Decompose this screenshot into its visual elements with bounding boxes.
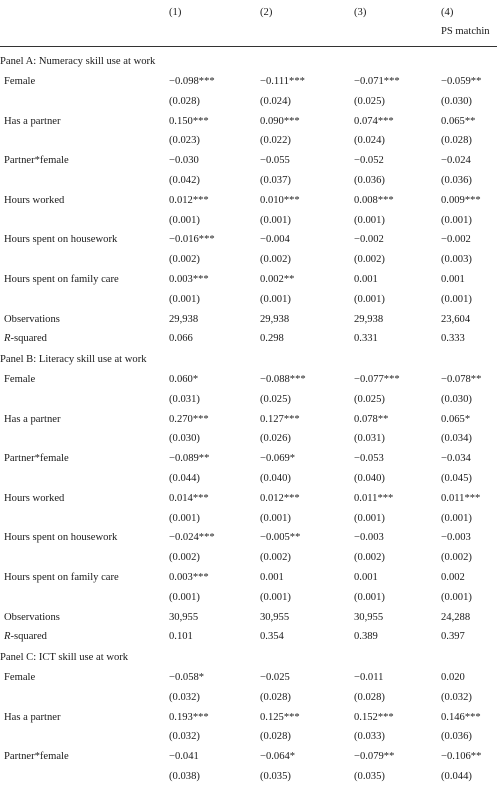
row-label: Observations <box>4 611 60 623</box>
column-header-3: (3) <box>354 7 367 18</box>
standard-error-cell: (0.034) <box>441 433 472 445</box>
standard-error-cell: (0.032) <box>441 691 472 703</box>
r-squared-row <box>0 631 497 645</box>
coefficient-cell: 0.011*** <box>441 492 481 504</box>
standard-error-cell: (0.001) <box>260 214 291 226</box>
row-label: Hours spent on housework <box>4 532 118 544</box>
standard-error-cell: (0.002) <box>260 254 291 266</box>
r-squared-cell: 0.389 <box>354 630 378 642</box>
table-row <box>0 234 497 248</box>
standard-error-cell: (0.030) <box>441 95 472 107</box>
coefficient-cell: 0.074*** <box>354 115 394 127</box>
coefficient-cell: −0.024 <box>441 155 471 167</box>
coefficient-cell: 0.127*** <box>260 413 300 425</box>
panel-title-text: Panel C: ICT skill use at work <box>0 652 129 663</box>
row-label: Partner*female <box>4 751 69 763</box>
coefficient-cell: −0.004 <box>260 234 290 246</box>
coefficient-cell: −0.002 <box>441 234 471 246</box>
coefficient-cell: −0.025 <box>260 672 290 683</box>
r-squared-row <box>0 333 497 347</box>
table-row <box>0 751 497 765</box>
standard-error-cell: (0.030) <box>441 393 472 405</box>
coefficient-cell: 0.193*** <box>169 711 209 723</box>
standard-error-cell: (0.044) <box>169 473 200 484</box>
header-rule <box>0 46 497 47</box>
standard-error-cell: (0.002) <box>441 552 472 564</box>
table-row-se <box>0 731 497 745</box>
standard-error-cell: (0.040) <box>354 473 385 484</box>
standard-error-cell: (0.003) <box>441 254 472 266</box>
row-label: Has a partner <box>4 711 61 723</box>
coefficient-cell: −0.055 <box>260 155 290 167</box>
standard-error-cell: (0.001) <box>169 591 200 603</box>
table-row-se <box>0 294 497 308</box>
coefficient-cell: −0.069* <box>260 453 296 465</box>
coefficient-cell: 0.003*** <box>169 572 209 583</box>
standard-error-cell: (0.001) <box>441 591 472 603</box>
standard-error-cell: (0.037) <box>260 175 291 186</box>
r-squared-cell: 0.298 <box>260 332 284 344</box>
coefficient-cell: 0.002 <box>441 572 465 583</box>
table-row-se <box>0 135 497 149</box>
observations-cell: 30,955 <box>260 611 290 623</box>
standard-error-cell: (0.028) <box>441 135 472 147</box>
coefficient-cell: −0.041 <box>169 751 199 763</box>
observations-cell: 24,288 <box>441 611 471 623</box>
table-row-se <box>0 175 497 189</box>
observations-row <box>0 314 497 328</box>
table-row <box>0 532 497 546</box>
table-row <box>0 116 497 130</box>
coefficient-cell: −0.003 <box>354 532 384 544</box>
panel-title <box>0 56 497 70</box>
table-row-se <box>0 473 497 487</box>
r-squared-suffix: -squared <box>10 332 47 344</box>
coefficient-cell: 0.020 <box>441 672 465 683</box>
standard-error-cell: (0.036) <box>354 175 385 186</box>
table-row-se <box>0 771 497 785</box>
coefficient-cell: −0.005** <box>260 532 301 544</box>
standard-error-cell: (0.038) <box>169 771 200 782</box>
standard-error-cell: (0.036) <box>441 175 472 186</box>
row-label: Observations <box>4 313 60 325</box>
standard-error-cell: (0.030) <box>169 433 200 445</box>
standard-error-cell: (0.001) <box>169 512 200 524</box>
standard-error-cell: (0.028) <box>354 691 385 703</box>
table-row <box>0 195 497 209</box>
r-squared-cell: 0.333 <box>441 332 465 344</box>
standard-error-cell: (0.001) <box>169 293 200 305</box>
coefficient-cell: 0.125*** <box>260 711 300 723</box>
standard-error-cell: (0.033) <box>354 731 385 743</box>
standard-error-cell: (0.001) <box>354 591 385 603</box>
standard-error-cell: (0.022) <box>260 135 291 147</box>
coefficient-cell: 0.001 <box>441 274 465 285</box>
coefficient-cell: 0.003*** <box>169 274 209 285</box>
row-label: Has a partner <box>4 413 61 425</box>
row-label <box>4 631 47 642</box>
standard-error-cell: (0.032) <box>169 731 200 743</box>
coefficient-cell: 0.002** <box>260 274 295 285</box>
standard-error-cell: (0.026) <box>260 433 291 445</box>
table-row <box>0 76 497 90</box>
standard-error-cell: (0.035) <box>354 771 385 782</box>
coefficient-cell: −0.111*** <box>260 76 305 87</box>
coefficient-cell: −0.011 <box>354 672 384 683</box>
coefficient-cell: −0.002 <box>354 234 384 246</box>
panel-title-text: Panel B: Literacy skill use at work <box>0 354 147 365</box>
coefficient-cell: 0.012*** <box>169 194 209 206</box>
panel-title-text: Panel A: Numeracy skill use at work <box>0 56 156 67</box>
standard-error-cell: (0.001) <box>260 293 291 305</box>
panel-title <box>0 354 497 368</box>
standard-error-cell: (0.002) <box>260 552 291 564</box>
table-row <box>0 572 497 586</box>
row-label: Female <box>4 76 36 87</box>
coefficient-cell: −0.058* <box>169 672 205 683</box>
table-row <box>0 453 497 467</box>
standard-error-cell: (0.035) <box>260 771 291 782</box>
standard-error-cell: (0.031) <box>169 393 200 405</box>
standard-error-cell: (0.044) <box>441 771 472 782</box>
r-squared-cell: 0.354 <box>260 630 284 642</box>
coefficient-cell: −0.098*** <box>169 76 215 87</box>
standard-error-cell: (0.001) <box>441 214 472 226</box>
standard-error-cell: (0.002) <box>354 254 385 266</box>
standard-error-cell: (0.001) <box>354 512 385 524</box>
observations-row <box>0 612 497 626</box>
r-squared-cell: 0.331 <box>354 332 378 344</box>
coefficient-cell: 0.078** <box>354 413 389 425</box>
row-label: Hours spent on family care <box>4 274 119 285</box>
coefficient-cell: −0.078** <box>441 374 482 385</box>
standard-error-cell: (0.002) <box>169 552 200 564</box>
standard-error-cell: (0.028) <box>260 691 291 703</box>
row-label: Hours spent on housework <box>4 234 118 246</box>
standard-error-cell: (0.001) <box>441 293 472 305</box>
coefficient-cell: 0.008*** <box>354 194 394 206</box>
row-label: Hours worked <box>4 194 65 206</box>
coefficient-cell: 0.011*** <box>354 492 394 504</box>
row-label: Hours spent on family care <box>4 572 119 583</box>
standard-error-cell: (0.040) <box>260 473 291 484</box>
coefficient-cell: 0.014*** <box>169 492 209 504</box>
observations-cell: 30,955 <box>354 611 384 623</box>
standard-error-cell: (0.036) <box>441 731 472 743</box>
coefficient-cell: −0.034 <box>441 453 471 465</box>
coefficient-cell: −0.024*** <box>169 532 215 544</box>
coefficient-cell: −0.071*** <box>354 76 400 87</box>
observations-cell: 30,955 <box>169 611 199 623</box>
observations-cell: 29,938 <box>260 313 290 325</box>
standard-error-cell: (0.023) <box>169 135 200 147</box>
table-row-se <box>0 433 497 447</box>
table-row-se <box>0 552 497 566</box>
observations-cell: 23,604 <box>441 313 471 325</box>
row-label: Hours worked <box>4 492 65 504</box>
table-header <box>0 0 497 46</box>
column-header-2: (2) <box>260 7 273 18</box>
column-header-4: (4) <box>441 7 454 18</box>
coefficient-cell: −0.052 <box>354 155 384 167</box>
table-row-se <box>0 254 497 268</box>
coefficient-cell: −0.003 <box>441 532 471 544</box>
coefficient-cell: 0.065** <box>441 115 476 127</box>
coefficient-cell: 0.060* <box>169 374 199 385</box>
row-label: Female <box>4 374 36 385</box>
coefficient-cell: 0.012*** <box>260 492 300 504</box>
coefficient-cell: −0.077*** <box>354 374 400 385</box>
table-row <box>0 414 497 428</box>
standard-error-cell: (0.045) <box>441 473 472 484</box>
coefficient-cell: −0.059** <box>441 76 482 87</box>
row-label: Has a partner <box>4 115 61 127</box>
table-row <box>0 712 497 726</box>
r-squared-italic: R <box>4 332 11 344</box>
coefficient-cell: −0.016*** <box>169 234 215 246</box>
coefficient-cell: 0.010*** <box>260 194 300 206</box>
row-label: Partner*female <box>4 453 69 465</box>
r-squared-cell: 0.066 <box>169 332 193 344</box>
coefficient-cell: 0.065* <box>441 413 471 425</box>
coefficient-cell: 0.001 <box>354 274 378 285</box>
coefficient-cell: −0.106** <box>441 751 482 763</box>
r-squared-italic: R <box>4 630 11 642</box>
row-label: Partner*female <box>4 155 69 167</box>
r-squared-cell: 0.397 <box>441 630 465 642</box>
table-row-se <box>0 394 497 408</box>
coefficient-cell: −0.089** <box>169 453 210 465</box>
standard-error-cell: (0.001) <box>354 293 385 305</box>
table-row <box>0 274 497 288</box>
standard-error-cell: (0.002) <box>354 552 385 564</box>
standard-error-cell: (0.024) <box>260 95 291 107</box>
coefficient-cell: 0.001 <box>354 572 378 583</box>
column-header-1: (1) <box>169 7 182 18</box>
table-row <box>0 493 497 507</box>
table-row <box>0 672 497 686</box>
standard-error-cell: (0.001) <box>441 512 472 524</box>
coefficient-cell: 0.146*** <box>441 711 481 723</box>
standard-error-cell: (0.001) <box>169 214 200 226</box>
standard-error-cell: (0.001) <box>354 214 385 226</box>
row-label <box>4 333 47 344</box>
observations-cell: 29,938 <box>169 313 199 325</box>
column-header-4-subtitle: PS matchin <box>441 26 490 37</box>
coefficient-cell: 0.009*** <box>441 194 481 206</box>
table-row-se <box>0 215 497 229</box>
coefficient-cell: 0.001 <box>260 572 284 583</box>
coefficient-cell: −0.079** <box>354 751 395 763</box>
table-row <box>0 155 497 169</box>
r-squared-cell: 0.101 <box>169 630 193 642</box>
row-label: Female <box>4 672 36 683</box>
table-row-se <box>0 513 497 527</box>
standard-error-cell: (0.025) <box>354 393 385 405</box>
coefficient-cell: 0.150*** <box>169 115 209 127</box>
standard-error-cell: (0.024) <box>354 135 385 147</box>
table-row-se <box>0 96 497 110</box>
table-row-se <box>0 592 497 606</box>
standard-error-cell: (0.002) <box>169 254 200 266</box>
standard-error-cell: (0.025) <box>260 393 291 405</box>
standard-error-cell: (0.025) <box>354 95 385 107</box>
coefficient-cell: −0.064* <box>260 751 296 763</box>
standard-error-cell: (0.001) <box>260 512 291 524</box>
coefficient-cell: −0.030 <box>169 155 199 167</box>
coefficient-cell: 0.270*** <box>169 413 209 425</box>
standard-error-cell: (0.001) <box>260 591 291 603</box>
standard-error-cell: (0.042) <box>169 175 200 186</box>
coefficient-cell: 0.090*** <box>260 115 300 127</box>
standard-error-cell: (0.028) <box>169 95 200 107</box>
standard-error-cell: (0.028) <box>260 731 291 743</box>
coefficient-cell: −0.088*** <box>260 374 306 385</box>
table-row <box>0 374 497 388</box>
panel-title <box>0 652 497 666</box>
coefficient-cell: −0.053 <box>354 453 384 465</box>
coefficient-cell: 0.152*** <box>354 711 394 723</box>
observations-cell: 29,938 <box>354 313 384 325</box>
standard-error-cell: (0.032) <box>169 691 200 703</box>
standard-error-cell: (0.031) <box>354 433 385 445</box>
table-row-se <box>0 692 497 706</box>
r-squared-suffix: -squared <box>10 630 47 642</box>
